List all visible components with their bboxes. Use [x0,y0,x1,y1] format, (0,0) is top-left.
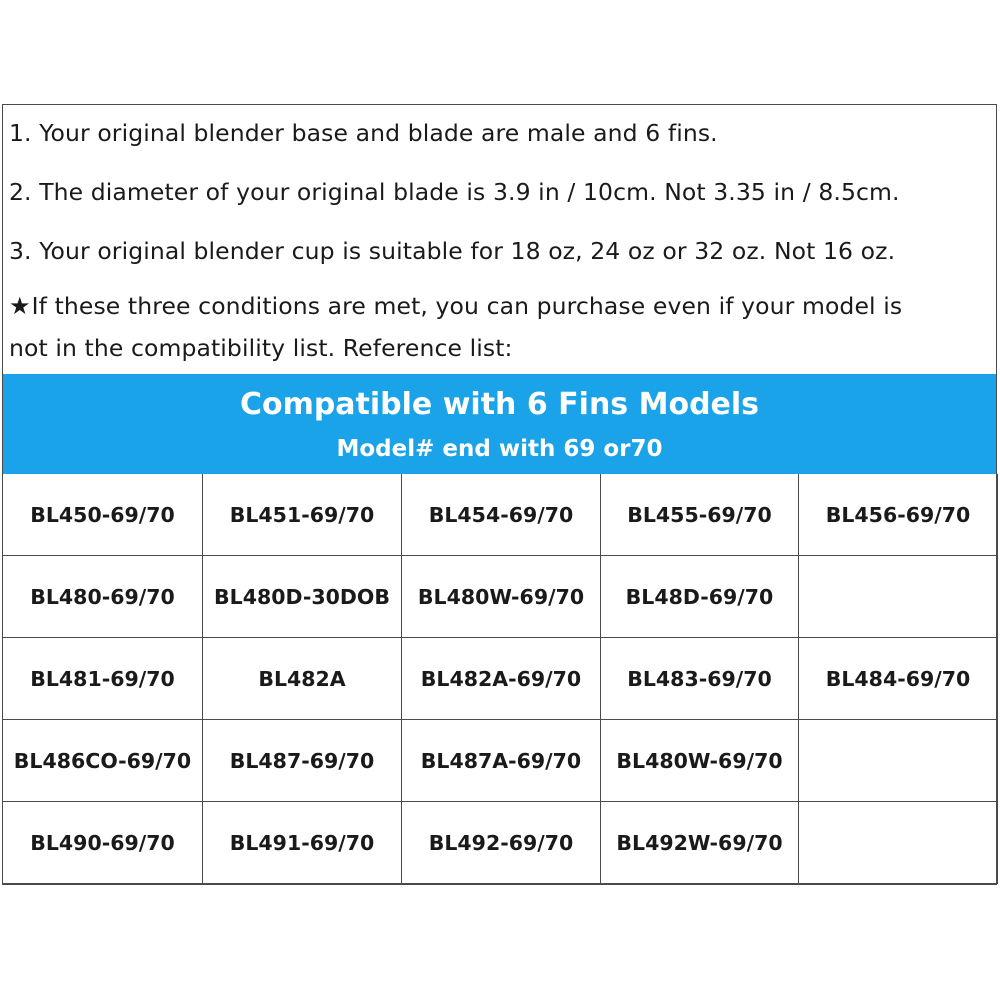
banner-subtitle: Model# end with 69 or70 [336,436,663,462]
model-cell: BL492W-69/70 [601,802,799,884]
model-cell: BL490-69/70 [3,802,203,884]
table-row [3,720,998,802]
compatibility-panel [2,104,997,885]
model-cell: BL487-69/70 [203,720,402,802]
model-cell: BL450-69/70 [3,474,203,556]
model-cell [799,802,998,884]
star-icon: ★ [9,292,31,320]
condition-1: 1. Your original blender base and blade are male and 6 fins. [9,119,718,147]
model-cell [799,556,998,638]
model-cell: BL451-69/70 [203,474,402,556]
model-cell: BL456-69/70 [799,474,998,556]
model-cell: BL484-69/70 [799,638,998,720]
model-cell: BL480W-69/70 [402,556,601,638]
model-cell: BL480-69/70 [3,556,203,638]
model-cell: BL48D-69/70 [601,556,799,638]
model-cell [799,720,998,802]
table-row [3,474,998,556]
table-row [3,556,998,638]
model-cell: BL481-69/70 [3,638,203,720]
conditions-section [3,105,996,374]
banner-title: Compatible with 6 Fins Models [239,387,760,422]
model-cell: BL480W-69/70 [601,720,799,802]
model-cell: BL482A [203,638,402,720]
models-table [2,474,998,884]
model-cell: BL492-69/70 [402,802,601,884]
table-row [3,802,998,884]
model-cell: BL454-69/70 [402,474,601,556]
note-line-1 [9,292,902,320]
note-text-1: If these three conditions are met, you can purchase even if your model is [31,292,903,320]
model-cell: BL455-69/70 [601,474,799,556]
condition-3: 3. Your original blender cup is suitable for 18 oz, 24 oz or 32 oz. Not 16 oz. [9,237,896,265]
table-row [3,638,998,720]
note-line-2: not in the compatibility list. Reference list: [9,334,513,362]
model-cell: BL487A-69/70 [402,720,601,802]
model-cell: BL482A-69/70 [402,638,601,720]
model-cell: BL486CO-69/70 [3,720,203,802]
model-cell: BL480D-30DOB [203,556,402,638]
model-cell: BL483-69/70 [601,638,799,720]
compatibility-banner [3,374,996,474]
model-cell: BL491-69/70 [203,802,402,884]
condition-2: 2. The diameter of your original blade is 3.9 in / 10cm. Not 3.35 in / 8.5cm. [9,178,900,206]
